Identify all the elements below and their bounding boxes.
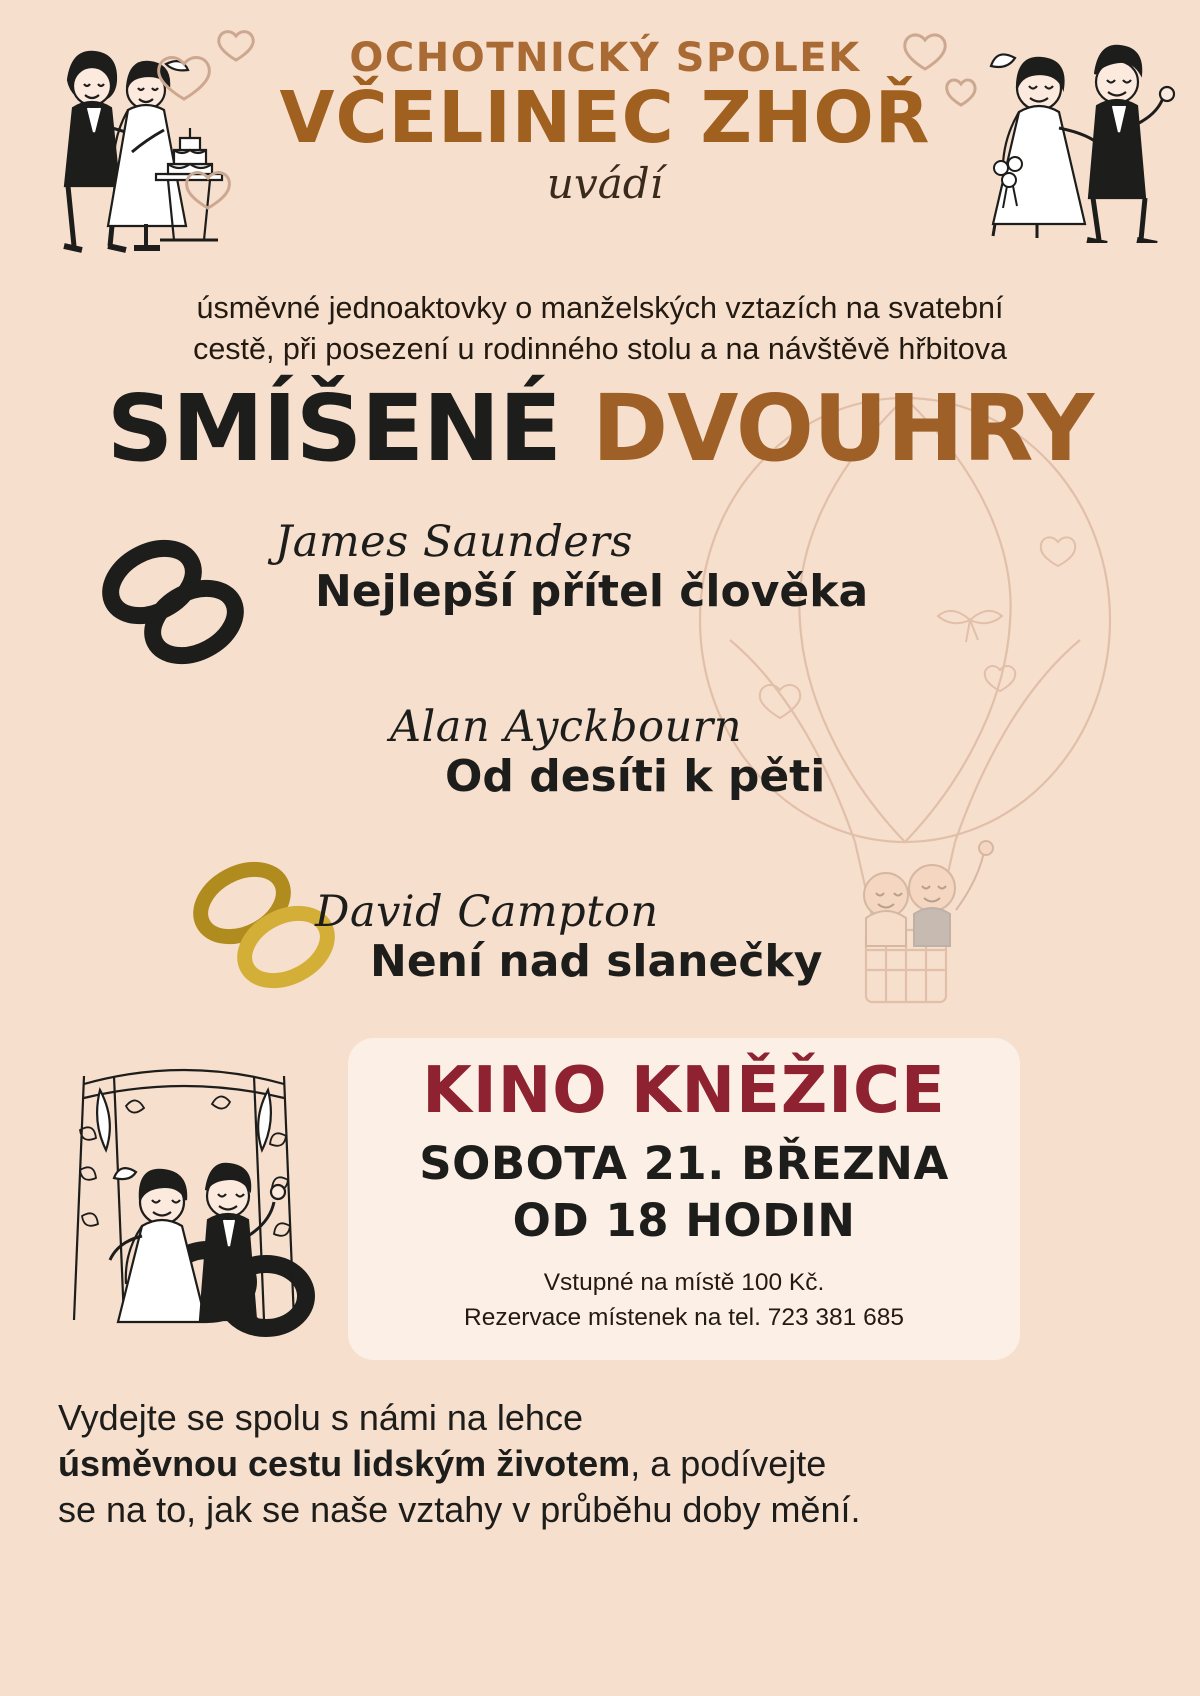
venue-info-box <box>348 1038 1020 1360</box>
play-author: David Campton <box>315 887 659 937</box>
reservation-note: Rezervace místenek na tel. 723 381 685 <box>464 1304 904 1332</box>
venue-time: OD 18 HODIN <box>512 1193 856 1247</box>
poster-header <box>0 0 1200 275</box>
play-title: Od desíti k pěti <box>445 751 826 803</box>
header-text-block <box>250 36 960 208</box>
footer-line-3: se na to, jak se naše vztahy v průběhu doby mění. <box>58 1489 861 1531</box>
ticket-price-note: Vstupné na místě 100 Kč. <box>543 1268 825 1296</box>
play-author: Alan Ayckbourn <box>390 702 742 752</box>
play-title: Není nad slanečky <box>370 936 823 988</box>
ensemble-subtitle: OCHOTNICKÝ SPOLEK <box>349 35 861 81</box>
subtitle-line-1: úsměvné jednoaktovky o manželských vztazích na svatební <box>196 291 1004 325</box>
footer-line-2-rest: , a podívejte <box>630 1443 827 1485</box>
play-title: Nejlepší přítel člověka <box>315 566 869 618</box>
presents-word: uvádí <box>546 159 664 208</box>
subtitle-line-2: cestě, při posezení u rodinného stolu a na návštěvě hřbitova <box>193 332 1007 367</box>
venue-date: SOBOTA 21. BŘEZNA <box>419 1137 949 1191</box>
play-list <box>60 517 1020 1075</box>
footer-line-2 <box>58 1441 1142 1487</box>
wedding-rings-illustration <box>90 530 270 670</box>
list-item <box>60 517 1020 705</box>
footer-line-1: Vydejte se spolu s námi na lehce <box>58 1397 583 1438</box>
page-title <box>0 375 1200 482</box>
poster-subtitle <box>62 288 1138 370</box>
footer-line-2-bold: úsměvnou cestu lidským životem <box>58 1443 631 1485</box>
venue-notes <box>348 1265 1020 1336</box>
wedding-arch-couple-illustration <box>40 1040 330 1340</box>
list-item <box>60 702 1020 890</box>
arm-in-arm-couple-illustration <box>975 18 1180 243</box>
page-title-word-2: DVOUHRY <box>591 375 1094 482</box>
play-author: James Saunders <box>275 517 633 567</box>
venue-name: KINO KNĚŽICE <box>422 1054 946 1128</box>
footer-text <box>58 1395 1142 1533</box>
page-title-word-1: SMÍŠENÉ <box>106 375 561 482</box>
ensemble-name: VČELINEC ZHOŘ <box>279 76 931 159</box>
